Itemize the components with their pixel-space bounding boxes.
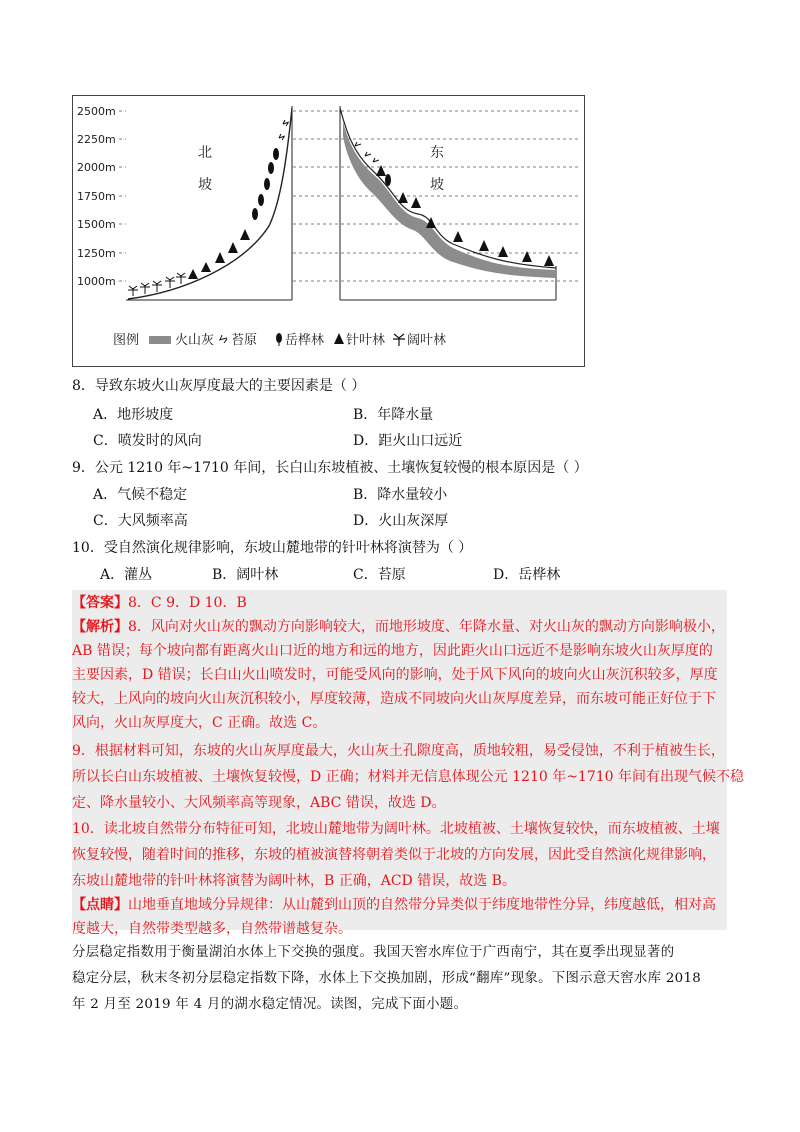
north-slope-panel: [126, 106, 292, 302]
slope-vegetation-figure: [72, 95, 585, 367]
analysis-line: AB 错误；每个坡向都有距离火山口近的地方和远的地方，因此距火山口远近不是影响东坡火山灰厚度的: [72, 643, 713, 659]
question-8-option-c[interactable]: C．喷发时的风向: [93, 433, 202, 449]
question-9-option-d[interactable]: D．火山灰深厚: [353, 513, 449, 529]
legend-label: 阔叶林: [407, 333, 447, 348]
slope-profile-diagram: [73, 96, 586, 368]
answer-text: 8．C 9．D 10．B: [128, 595, 247, 611]
question-10-option-b[interactable]: B．阔叶林: [212, 567, 279, 583]
north-label-2: 坡: [198, 177, 212, 193]
passage-line: 分层稳定指数用于衡量湖泊水体上下交换的强度。我国天窖水库位于广西南宁，其在夏季出现显著的: [72, 945, 675, 960]
y-tick-label: 1250m: [77, 247, 116, 260]
conifer-tree-icon: [334, 333, 344, 344]
figure-legend: [113, 332, 446, 348]
east-label-1: 东: [430, 145, 444, 161]
legend-label: 苔原: [231, 333, 258, 348]
question-9-option-b[interactable]: B．降水量较小: [353, 487, 448, 503]
question-8-option-d[interactable]: D．距火山口远近: [353, 433, 463, 449]
analysis-line: 较大，上风向的坡向火山灰沉积较小，厚度较薄，造成不同坡向火山灰厚度差异，而东坡可能正好位于下: [72, 691, 716, 707]
y-tick-label: 1500m: [77, 218, 116, 231]
birch-tree-icon: [385, 174, 391, 186]
ash-band-icon: [343, 122, 556, 278]
analysis-line: 【解析】8．风向对火山灰的飘动方向影响较大，而地形坡度、年降水量、对火山灰的飘动方向影响极小，: [72, 619, 725, 635]
question-10-option-d[interactable]: D．岳桦林: [493, 567, 561, 583]
legend-label: 岳桦林: [285, 333, 325, 348]
analysis-tag: 【解析】: [72, 619, 128, 635]
question-8-option-a[interactable]: A．地形坡度: [93, 407, 174, 423]
question-8-stem: 8．导致东坡火山灰厚度最大的主要因素是（ ）: [72, 378, 366, 394]
analysis-line: 定、降水量较小、大风频率高等现象，ABC 错误，故选 D。: [72, 795, 446, 811]
north-label-1: 北: [198, 145, 212, 161]
analysis-line: 所以长白山东坡植被、土壤恢复较慢，D 正确；材料并无信息体现公元 1210 年~1710 年间有出现气候不稳: [72, 769, 745, 785]
question-8-option-b[interactable]: B．年降水量: [353, 407, 434, 423]
question-9-option-c[interactable]: C．大风频率高: [93, 513, 188, 529]
question-10-option-c[interactable]: C．苔原: [353, 567, 406, 583]
legend-title: 图例: [113, 333, 140, 348]
y-tick-label: 1750m: [77, 190, 116, 203]
y-tick-label: 2000m: [77, 161, 116, 174]
tip-line: 度越大，自然带类型越多，自然带谱越复杂。: [72, 921, 352, 937]
birch-tree-icon: [276, 333, 282, 343]
question-9-option-a[interactable]: A．气候不稳定: [93, 487, 188, 503]
tip-line: 【点睛】山地垂直地域分异规律：从山麓到山顶的自然带分异类似于纬度地带性分异，纬度越低，相对高: [72, 897, 716, 913]
east-label-2: 坡: [430, 177, 444, 193]
east-slope-panel: [340, 106, 556, 300]
question-10-option-a[interactable]: A．灌丛: [100, 567, 153, 583]
analysis-line: 风向，火山灰厚度大，C 正确。故选 C。: [72, 715, 327, 731]
question-10-stem: 10．受自然演化规律影响，东坡山麓地带的针叶林将演替为（ ）: [72, 540, 473, 556]
tip-tag: 【点睛】: [72, 897, 128, 913]
legend-label: 火山灰: [175, 333, 215, 348]
broadleaf-tree-icon: [393, 334, 405, 346]
passage-line: 稳定分层，秋末冬初分层稳定指数下降，水体上下交换加剧，形成“翻库”现象。下图示意天窖水库 2018: [72, 971, 702, 986]
analysis-line: 东坡山麓地带的针叶林将演替为阔叶林，B 正确，ACD 错误，故选 B。: [72, 873, 516, 889]
passage-line: 年 2 月至 2019 年 4 月的湖水稳定情况。读图，完成下面小题。: [72, 997, 468, 1012]
analysis-line: 恢复较慢，随着时间的推移，东坡的植被演替将朝着类似于北坡的方向发展，因此受自然演化规律影响，: [72, 847, 716, 863]
tundra-icon: [219, 335, 227, 343]
analysis-line: 9．根据材料可知，东坡的火山灰厚度最大，火山灰土孔隙度高，质地较粗，易受侵蚀，不利于植被生长，: [72, 743, 725, 759]
y-tick-label: 1000m: [77, 275, 116, 288]
answer-line: [72, 593, 247, 613]
ash-band-icon: [149, 336, 171, 344]
y-tick-label: 2250m: [77, 133, 116, 146]
analysis-line: 主要因素，D 错误；长白山火山喷发时，可能受风向的影响，处于风下风向的坡向火山灰沉积较多，厚度: [72, 667, 718, 683]
legend-label: 针叶林: [346, 333, 386, 348]
answer-tag: 【答案】: [72, 595, 128, 611]
y-tick-label: 2500m: [77, 105, 116, 118]
question-9-stem: 9．公元 1210 年~1710 年间，长白山东坡植被、土壤恢复较慢的根本原因是（ ）: [72, 460, 588, 476]
analysis-line: 10．读北坡自然带分布特征可知，北坡山麓地带为阔叶林。北坡植被、土壤恢复较快，而东坡植被、土壤: [72, 821, 720, 837]
